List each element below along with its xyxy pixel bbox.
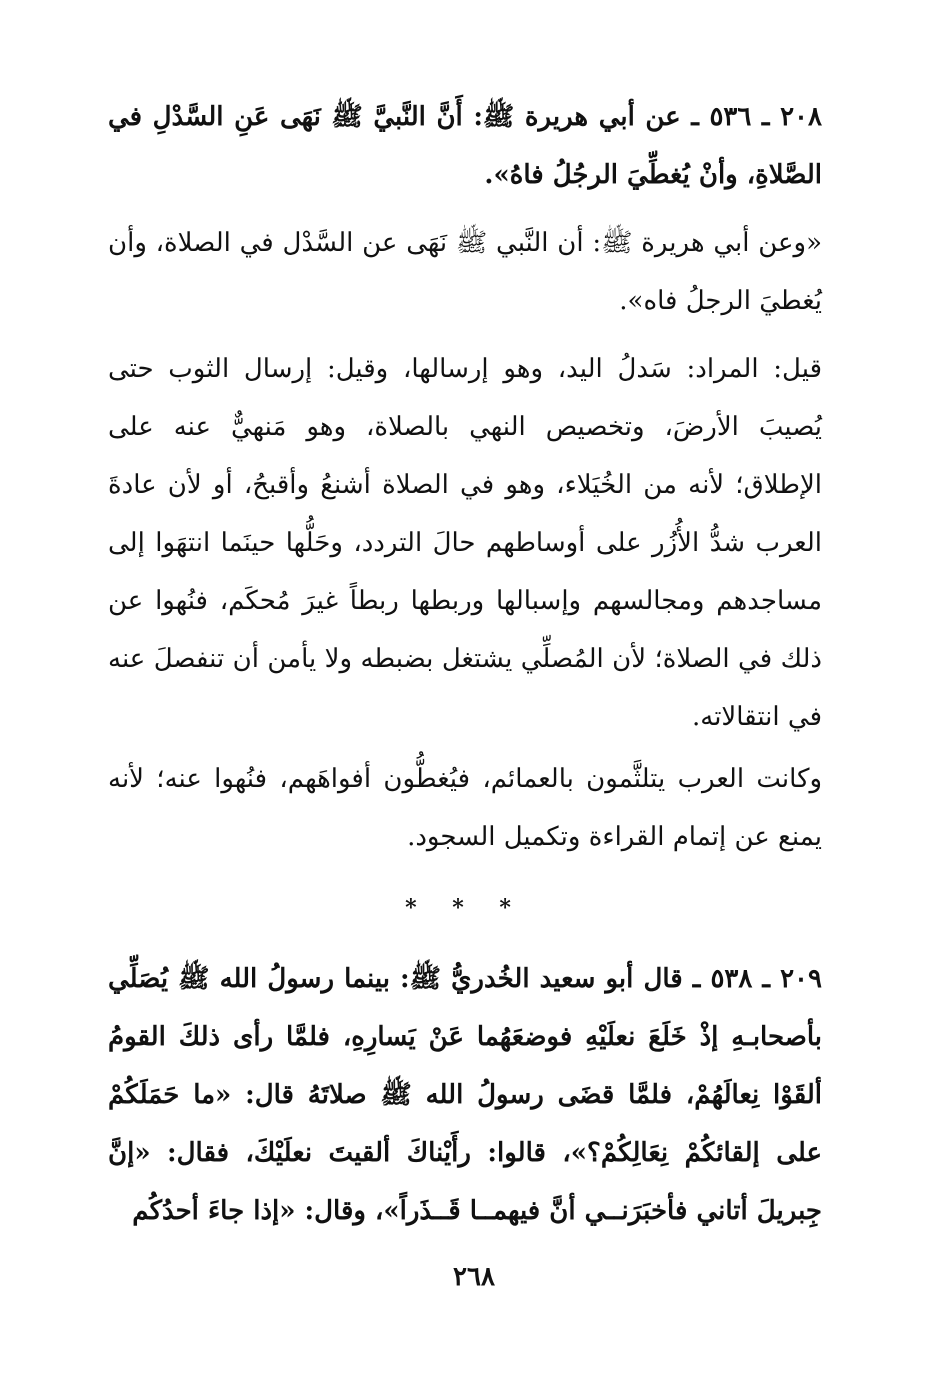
section-separator: * * *: [405, 895, 525, 921]
hadith-209: ٢٠٩ ـ ٥٣٨ ـ قال أبو سعيد الخُدريُّ ﷺ: بينما رسولُ الله ﷺ يُصَلِّي بأصحابـهِ إذْ خَلَعَ نعلَيْهِ فوضعَهُما عَنْ يَسارِهِ، فلمَّا رأى ذلكَ القومُ ألقَوْا نِعالَهُمْ، فلمَّا قضَى رسولُ الله ﷺ صلاتَهُ قال: «ما حَمَلَكُمْ على إلقائكُمْ نِعَالِكُمْ؟»، قالوا: رأَيْناكَ ألقيتَ نعلَيْكَ، فقال: «إنَّ جِبريلَ أتاني فأخبَرَنــي أنَّ فيهمــا قَــذَراً»، وقال: «إذا جاءَ أحدُكُم: [108, 964, 822, 1226]
page-body: [108, 88, 822, 1240]
commentary-explanation: قيل: المراد: سَدلُ اليد، وهو إرسالها، وقيل: إرسال الثوب حتى يُصيبَ الأرضَ، وتخصيص النهي بالصلاة، وهو مَنهيٌّ عنه على الإطلاق؛ لأنه من الخُيَلاء، وهو في الصلاة أشنعُ وأقبحُ، أو لأن عادةَ العرب شدُّ الأُزُر على أوساطهم حالَ التردد، وحَلُّها حينَما انتهَوا إلى مساجدهم ومجالسهم وإسبالها وربطها ربطاً غيرَ مُحكَم، فنُهوا عن ذلك في الصلاة؛ لأن المُصلِّي يشتغل بضبطه ولا يأمن أن تنفصلَ عنه في انتقالاته.: [108, 354, 822, 732]
hadith-208: ٢٠٨ ـ ٥٣٦ ـ عن أبي هريرة ﷺ: أَنَّ النَّبيَّ ﷺ نَهَى عَنِ السَّدْلِ في الصَّلاةِ، وأنْ يُغطِّيَ الرجُلُ فاهُ».: [108, 102, 822, 190]
commentary-note: وكانت العرب يتلثَّمون بالعمائم، فيُغطُّون أفواهَهم، فنُهوا عنه؛ لأنه يمنع عن إتمام القراءة وتكميل السجود.: [108, 764, 822, 852]
commentary-quote: «وعن أبي هريرة ﷺ: أن النَّبي ﷺ نَهَى عن السَّدْل في الصلاة، وأن يُغطيَ الرجلُ فاه».: [108, 228, 822, 316]
page-number: ٢٦٨: [453, 1262, 495, 1292]
